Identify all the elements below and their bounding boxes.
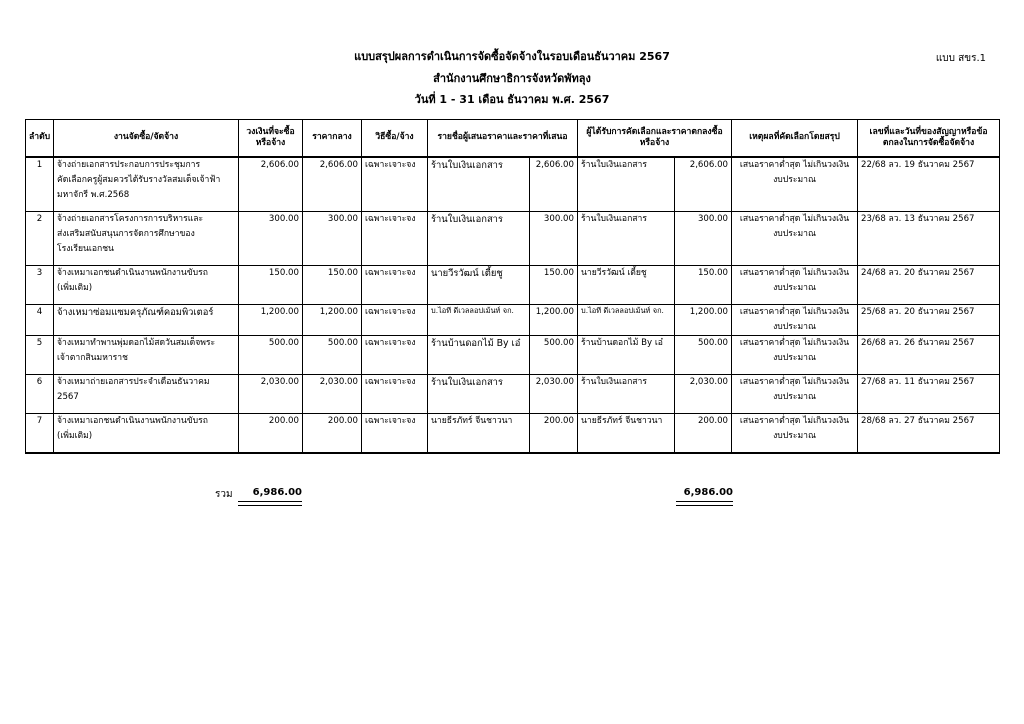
row-item xyxy=(54,157,239,212)
row-no: 2 xyxy=(26,212,54,266)
row-win-price: 150.00 xyxy=(675,266,732,305)
table-row xyxy=(26,157,1000,212)
table-row xyxy=(26,414,1000,454)
table-row xyxy=(26,212,1000,266)
reason-line: เสนอราคาต่ำสุด ไม่เกินวงเงิน xyxy=(739,338,850,349)
col-header-no: ลำดับ xyxy=(26,120,54,158)
row-reason xyxy=(732,336,858,375)
item-line: จ้างเหมาถ่ายเอกสารประจำเดือนธันวาคม xyxy=(57,377,210,388)
col-header-item: งานจัดซื้อ/จัดจ้าง xyxy=(54,120,239,158)
item-line: จ้างเหมาเอกชนดำเนินงานพนักงานขับรถ xyxy=(57,268,208,278)
item-line: จ้างเหมาทำพานพุ่มดอกไม้สดวันสมเด็จพระ xyxy=(57,338,216,349)
row-method: เฉพาะเจาะจง xyxy=(362,414,428,454)
item-line: จ้างเหมาซ่อมแซมครุภัณฑ์คอมพิวเตอร์ xyxy=(57,307,214,318)
table-row xyxy=(26,266,1000,305)
reason-line: งบประมาณ xyxy=(773,431,816,442)
reason-line: เสนอราคาต่ำสุด ไม่เกินวงเงิน xyxy=(739,214,850,224)
row-win-price: 2,030.00 xyxy=(675,375,732,414)
item-line: จ้างถ่ายเอกสารประกอบการประชุมการ xyxy=(57,160,201,170)
row-bidder: นายวีรวัฒน์ เตี้ยชู xyxy=(428,266,530,305)
total-label: รวม xyxy=(215,489,233,500)
row-reason xyxy=(732,266,858,305)
agency-name: สำนักงานศึกษาธิการจังหวัดพัทลุง xyxy=(433,72,591,85)
row-budget: 1,200.00 xyxy=(239,305,303,336)
col-header-method: วิธีซื้อ/จ้าง xyxy=(362,120,428,158)
row-contract: 24/68 ลว. 20 ธันวาคม 2567 xyxy=(858,266,1000,305)
reason-line: งบประมาณ xyxy=(773,283,816,294)
row-bid-price: 500.00 xyxy=(530,336,578,375)
row-budget: 300.00 xyxy=(239,212,303,266)
row-budget: 150.00 xyxy=(239,266,303,305)
row-budget: 2,606.00 xyxy=(239,157,303,212)
row-method: เฉพาะเจาะจง xyxy=(362,212,428,266)
item-line: จ้างถ่ายเอกสารโครงการการบริหารและ xyxy=(57,214,204,224)
reason-line: งบประมาณ xyxy=(773,392,816,403)
row-contract: 28/68 ลว. 27 ธันวาคม 2567 xyxy=(858,414,1000,454)
date-range: วันที่ 1 - 31 เดือน ธันวาคม พ.ศ. 2567 xyxy=(414,93,610,106)
reason-line: งบประมาณ xyxy=(773,353,816,364)
row-bidder: ร้านใบเงินเอกสาร xyxy=(428,157,530,212)
document-title: แบบสรุปผลการดำเนินการจัดซื้อจัดจ้างในรอบเดือนธันวาคม 2567 xyxy=(354,50,670,63)
row-contract: 27/68 ลว. 11 ธันวาคม 2567 xyxy=(858,375,1000,414)
row-item xyxy=(54,305,239,336)
row-winner: ร้านใบเงินเอกสาร xyxy=(578,375,675,414)
row-reason xyxy=(732,305,858,336)
table-row xyxy=(26,336,1000,375)
col-header-budget: วงเงินที่จะซื้อหรือจ้าง xyxy=(239,120,303,158)
row-method: เฉพาะเจาะจง xyxy=(362,305,428,336)
table-row xyxy=(26,305,1000,336)
row-median-price: 300.00 xyxy=(303,212,362,266)
row-bidder: ร้านใบเงินเอกสาร xyxy=(428,375,530,414)
row-no: 5 xyxy=(26,336,54,375)
procurement-table xyxy=(25,119,1000,454)
total-selected-underline xyxy=(676,501,733,506)
form-code: แบบ สขร.1 xyxy=(935,53,986,64)
row-contract: 26/68 ลว. 26 ธันวาคม 2567 xyxy=(858,336,1000,375)
reason-line: เสนอราคาต่ำสุด ไม่เกินวงเงิน xyxy=(739,377,850,388)
row-reason xyxy=(732,212,858,266)
row-median-price: 2,030.00 xyxy=(303,375,362,414)
total-selected-price: 6,986.00 xyxy=(683,487,733,498)
col-header-selected: ผู้ได้รับการคัดเลือกและราคาตกลงซื้อหรือจ้าง xyxy=(578,120,732,158)
item-line: จ้างเหมาเอกชนดำเนินงานพนักงานขับรถ xyxy=(57,416,208,427)
item-line: (เพิ่มเติม) xyxy=(57,283,93,294)
row-win-price: 2,606.00 xyxy=(675,157,732,212)
row-bid-price: 150.00 xyxy=(530,266,578,305)
row-winner: ร้านใบเงินเอกสาร xyxy=(578,212,675,266)
row-no: 4 xyxy=(26,305,54,336)
row-bidder: ร้านใบเงินเอกสาร xyxy=(428,212,530,266)
row-no: 3 xyxy=(26,266,54,305)
row-item xyxy=(54,266,239,305)
row-bidder: ร้านบ้านดอกไม้ By เอ๋ xyxy=(428,336,530,375)
row-contract: 25/68 ลว. 20 ธันวาคม 2567 xyxy=(858,305,1000,336)
table-header-row xyxy=(26,120,1000,158)
row-median-price: 1,200.00 xyxy=(303,305,362,336)
reason-line: งบประมาณ xyxy=(773,175,816,186)
row-item xyxy=(54,336,239,375)
col-header-reason: เหตุผลที่คัดเลือกโดยสรุป xyxy=(732,120,858,158)
row-item xyxy=(54,212,239,266)
table-row xyxy=(26,375,1000,414)
row-contract: 22/68 ลว. 19 ธันวาคม 2567 xyxy=(858,157,1000,212)
row-winner: นายวีรวัฒน์ เตี้ยชู xyxy=(578,266,675,305)
row-bidder: นายธีรภัทร์ จีนชาวนา xyxy=(428,414,530,454)
row-bid-price: 1,200.00 xyxy=(530,305,578,336)
row-budget: 2,030.00 xyxy=(239,375,303,414)
total-budget-underline xyxy=(238,501,302,506)
row-win-price: 200.00 xyxy=(675,414,732,454)
reason-line: เสนอราคาต่ำสุด ไม่เกินวงเงิน xyxy=(739,268,850,278)
col-header-contract: เลขที่และวันที่ของสัญญาหรือข้อตกลงในการจัดซื้อจัดจ้าง xyxy=(858,120,1000,158)
row-median-price: 2,606.00 xyxy=(303,157,362,212)
row-method: เฉพาะเจาะจง xyxy=(362,157,428,212)
row-winner: ร้านใบเงินเอกสาร xyxy=(578,157,675,212)
row-bid-price: 200.00 xyxy=(530,414,578,454)
col-header-median-price: ราคากลาง xyxy=(303,120,362,158)
item-line: คัดเลือกครูผู้สมควรได้รับรางวัลสมเด็จเจ้าฟ้า xyxy=(57,175,221,186)
row-win-price: 1,200.00 xyxy=(675,305,732,336)
row-item xyxy=(54,414,239,454)
item-line: มหาจักรี พ.ศ.2568 xyxy=(57,190,130,201)
reason-line: เสนอราคาต่ำสุด ไม่เกินวงเงิน xyxy=(739,307,850,317)
col-header-bidders: รายชื่อผู้เสนอราคาและราคาที่เสนอ xyxy=(428,120,578,158)
item-line: โรงเรียนเอกชน xyxy=(57,244,114,255)
row-reason xyxy=(732,157,858,212)
item-line: (เพิ่มเติม) xyxy=(57,431,93,442)
row-bidder: บ.ไอที ดีเวลลอปเม้นท์ จก. xyxy=(428,305,530,336)
total-budget: 6,986.00 xyxy=(252,487,302,498)
reason-line: งบประมาณ xyxy=(773,229,816,240)
row-reason xyxy=(732,414,858,454)
row-winner: นายธีรภัทร์ จีนชาวนา xyxy=(578,414,675,454)
row-no: 1 xyxy=(26,157,54,212)
row-bid-price: 2,606.00 xyxy=(530,157,578,212)
reason-line: เสนอราคาต่ำสุด ไม่เกินวงเงิน xyxy=(739,160,850,170)
row-budget: 200.00 xyxy=(239,414,303,454)
row-median-price: 200.00 xyxy=(303,414,362,454)
item-line: ส่งเสริมสนับสนุนการจัดการศึกษาของ xyxy=(57,229,195,240)
row-method: เฉพาะเจาะจง xyxy=(362,266,428,305)
row-win-price: 500.00 xyxy=(675,336,732,375)
row-method: เฉพาะเจาะจง xyxy=(362,375,428,414)
row-item xyxy=(54,375,239,414)
row-win-price: 300.00 xyxy=(675,212,732,266)
row-bid-price: 2,030.00 xyxy=(530,375,578,414)
reason-line: เสนอราคาต่ำสุด ไม่เกินวงเงิน xyxy=(739,416,850,427)
item-line: 2567 xyxy=(57,392,79,403)
row-reason xyxy=(732,375,858,414)
row-median-price: 500.00 xyxy=(303,336,362,375)
row-bid-price: 300.00 xyxy=(530,212,578,266)
row-winner: บ.ไอที ดีเวลลอปเม้นท์ จก. xyxy=(578,305,675,336)
row-no: 6 xyxy=(26,375,54,414)
row-budget: 500.00 xyxy=(239,336,303,375)
row-contract: 23/68 ลว. 13 ธันวาคม 2567 xyxy=(858,212,1000,266)
row-no: 7 xyxy=(26,414,54,454)
item-line: เจ้าตากสินมหาราช xyxy=(57,353,128,364)
row-winner: ร้านบ้านดอกไม้ By เอ๋ xyxy=(578,336,675,375)
row-median-price: 150.00 xyxy=(303,266,362,305)
reason-line: งบประมาณ xyxy=(773,322,816,333)
row-method: เฉพาะเจาะจง xyxy=(362,336,428,375)
